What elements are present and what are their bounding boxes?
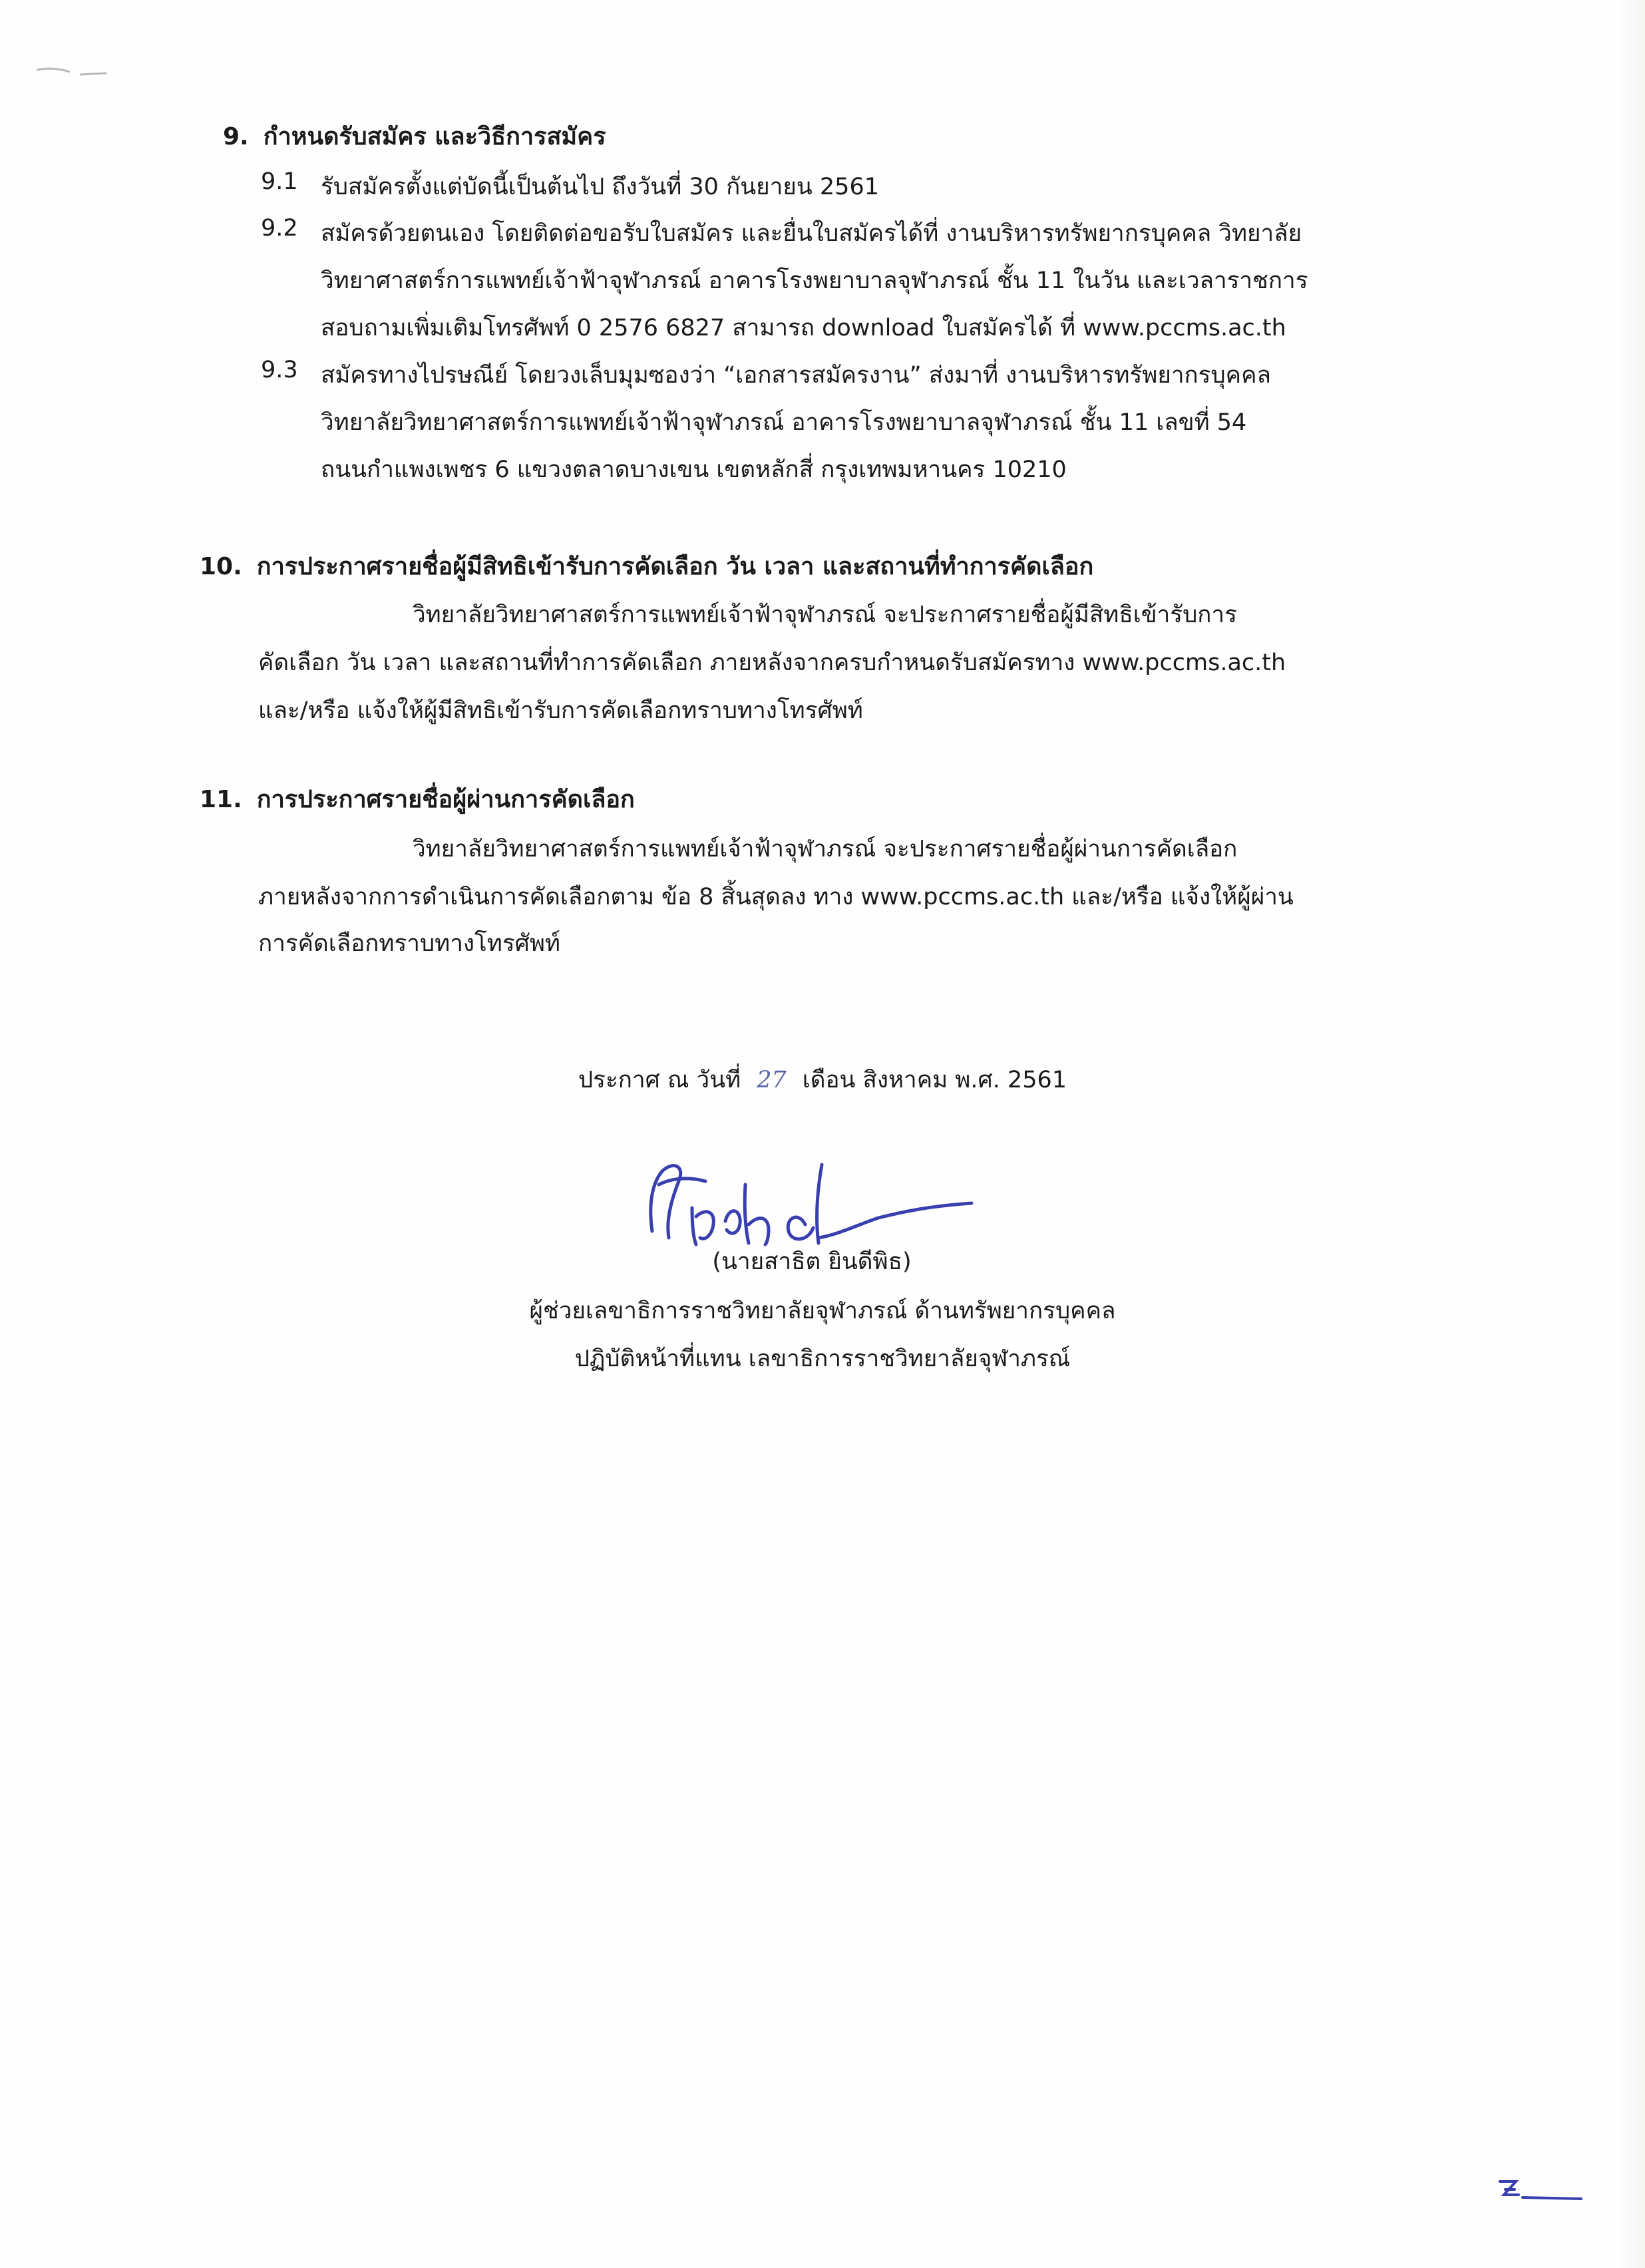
section-10-heading	[200, 547, 1093, 585]
announcement-day-handwritten: 27	[757, 1067, 787, 1093]
section-11-number: 11.	[200, 786, 242, 813]
item-9-3-number: 9.3	[261, 357, 298, 383]
initials-mark	[1496, 2172, 1589, 2212]
section-9-number: 9.	[223, 123, 249, 150]
item-9-3-line-3: ถนนกำแพงเพชร 6 แขวงตลาดบางเขน เขตหลักสี่ กรุงเทพมหานคร 10210	[321, 457, 1067, 483]
handwritten-signature	[639, 1145, 985, 1258]
item-9-2-line-1: สมัครด้วยตนเอง โดยติดต่อขอรับใบสมัคร และยื่นใบสมัครได้ที่ งานบริหารทรัพยากรบุคคล วิทยาลัย	[321, 220, 1302, 247]
section-10-number: 10.	[200, 553, 242, 580]
item-9-2-number: 9.2	[261, 215, 298, 242]
item-9-3-line-2: วิทยาลัยวิทยาศาสตร์การแพทย์เจ้าฟ้าจุฬาภรณ์ อาคารโรงพยาบาลจุฬาภรณ์ ชั้น 11 เลขที่ 54	[321, 409, 1247, 436]
announcement-prefix: ประกาศ ณ วันที่	[578, 1067, 741, 1093]
section-11-line-3: การคัดเลือกทราบทางโทรศัพท์	[258, 930, 560, 957]
section-11-line-2: ภายหลังจากการดำเนินการคัดเลือกตาม ข้อ 8 สิ้นสุดลง ทาง www.pccms.ac.th และ/หรือ แจ้งให้ผู้ผ่าน	[258, 884, 1294, 910]
item-9-1-number: 9.1	[261, 168, 298, 195]
item-9-1	[261, 168, 1392, 202]
scan-shadow-edge	[1618, 0, 1645, 2268]
announcement-suffix: เดือน สิงหาคม พ.ศ. 2561	[802, 1067, 1067, 1093]
section-10-line-3: และ/หรือ แจ้งให้ผู้มีสิทธิเข้ารับการคัดเลือกทราบทางโทรศัพท์	[258, 697, 863, 724]
section-9-heading	[223, 117, 606, 155]
section-10-line-1: วิทยาลัยวิทยาศาสตร์การแพทย์เจ้าฟ้าจุฬาภรณ์ จะประกาศรายชื่อผู้มีสิทธิเข้ารับการ	[413, 602, 1237, 628]
section-11-line-1: วิทยาลัยวิทยาศาสตร์การแพทย์เจ้าฟ้าจุฬาภรณ์ จะประกาศรายชื่อผู้ผ่านการคัดเลือก	[413, 836, 1238, 862]
section-11-title: การประกาศรายชื่อผู้ผ่านการคัดเลือก	[256, 786, 635, 813]
signatory-position-line-2: ปฏิบัติหน้าที่แทน เลขาธิการราชวิทยาลัยจุฬาภรณ์	[574, 1346, 1071, 1372]
announcement-date	[0, 1061, 1645, 1098]
signatory-name: (นายสาธิต ยินดีพิธ)	[712, 1248, 912, 1275]
signatory-position-line-1: ผู้ช่วยเลขาธิการราชวิทยาลัยจุฬาภรณ์ ด้านทรัพยากรบุคคล	[529, 1298, 1116, 1324]
item-9-3	[261, 357, 1392, 490]
item-9-2-line-3: สอบถามเพิ่มเติมโทรศัพท์ 0 2576 6827 สามารถ download ใบสมัครได้ ที่ www.pccms.ac.th	[321, 315, 1286, 341]
section-10-line-2: คัดเลือก วัน เวลา และสถานที่ทำการคัดเลือก ภายหลังจากครบกำหนดรับสมัครทาง www.pccms.ac.th	[258, 650, 1286, 676]
section-9-title: กำหนดรับสมัคร และวิธีการสมัคร	[263, 123, 606, 150]
item-9-3-line-1: สมัครทางไปรษณีย์ โดยวงเล็บมุมซองว่า “เอกสารสมัครงาน” ส่งมาที่ งานบริหารทรัพยากรบุคคล	[321, 362, 1271, 389]
item-9-2	[261, 215, 1392, 348]
scan-speck	[33, 53, 126, 87]
item-9-1-line-1: รับสมัครตั้งแต่บัดนี้เป็นต้นไป ถึงวันที่ 30 กันยายน 2561	[321, 174, 879, 200]
section-11-heading	[200, 780, 635, 818]
section-10-title: การประกาศรายชื่อผู้มีสิทธิเข้ารับการคัดเลือก วัน เวลา และสถานที่ทำการคัดเลือก	[256, 553, 1094, 580]
item-9-2-line-2: วิทยาศาสตร์การแพทย์เจ้าฟ้าจุฬาภรณ์ อาคารโรงพยาบาลจุฬาภรณ์ ชั้น 11 ในวัน และเวลาราชการ	[321, 268, 1308, 294]
